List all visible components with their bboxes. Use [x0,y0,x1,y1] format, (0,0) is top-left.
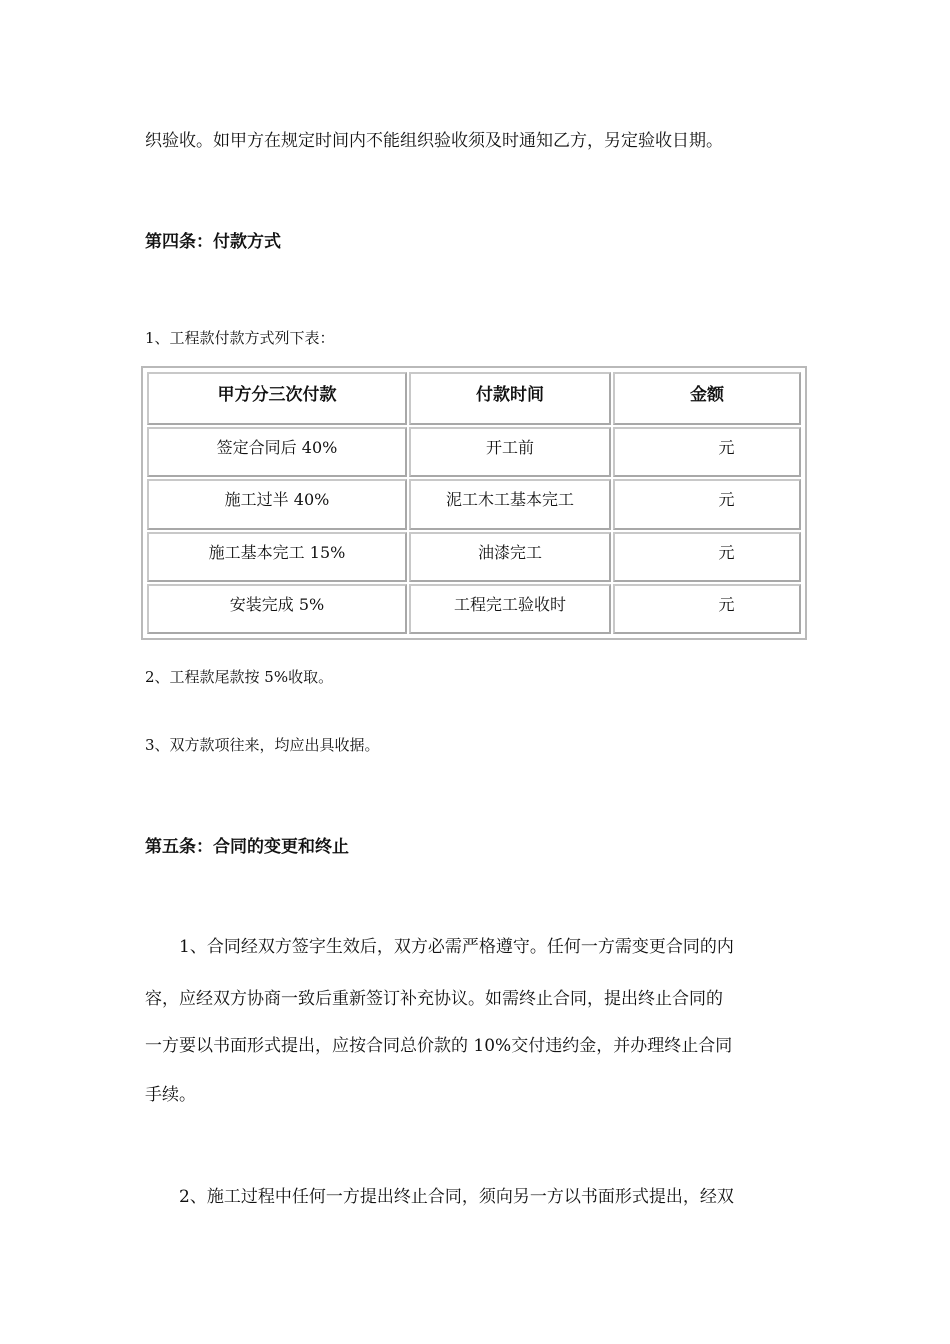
table-row [147,532,801,582]
table-cell: 签定合同后 40% [147,427,407,477]
table-header-cell: 金额 [613,372,801,425]
heading-article-4: 第四条：付款方式 [145,232,281,252]
table-cell: 安装完成 5% [147,584,407,634]
table-cell: 泥工木工基本完工 [409,479,611,529]
paragraph-a5-2-line: 2、施工过程中任何一方提出终止合同，须向另一方以书面形式提出，经双 [145,1187,734,1207]
table-header-row [147,372,801,425]
paragraph-table-intro: 1、工程款付款方式列下表： [145,329,335,347]
table-cell: 工程完工验收时 [409,584,611,634]
table-cell: 油漆完工 [409,532,611,582]
paragraph-a5-1-line: 容，应经双方协商一致后重新签订补充协议。如需终止合同，提出终止合同的 [145,989,723,1009]
paragraph-item-3: 3、双方款项往来，均应出具收据。 [145,736,380,754]
paragraph-item-2: 2、工程款尾款按 5%收取。 [145,668,334,686]
table-header-cell: 甲方分三次付款 [147,372,407,425]
payment-table [141,366,807,640]
paragraph-a5-1-line: 手续。 [145,1085,196,1105]
table-cell: 施工基本完工 15% [147,532,407,582]
table-row [147,427,801,477]
heading-article-5: 第五条：合同的变更和终止 [145,837,349,857]
paragraph-a5-1-line: 1、合同经双方签字生效后，双方必需严格遵守。任何一方需变更合同的内 [145,937,734,957]
table-cell: 元 [613,584,801,634]
table-row [147,479,801,529]
table-cell: 元 [613,479,801,529]
table-cell: 开工前 [409,427,611,477]
table-cell: 元 [613,532,801,582]
table-row [147,584,801,634]
table-cell: 施工过半 40% [147,479,407,529]
paragraph-a5-1-line: 一方要以书面形式提出，应按合同总价款的 10%交付违约金，并办理终止合同 [145,1036,733,1056]
table-header-cell: 付款时间 [409,372,611,425]
table-cell: 元 [613,427,801,477]
paragraph-acceptance: 织验收。如甲方在规定时间内不能组织验收须及时通知乙方，另定验收日期。 [145,131,723,151]
